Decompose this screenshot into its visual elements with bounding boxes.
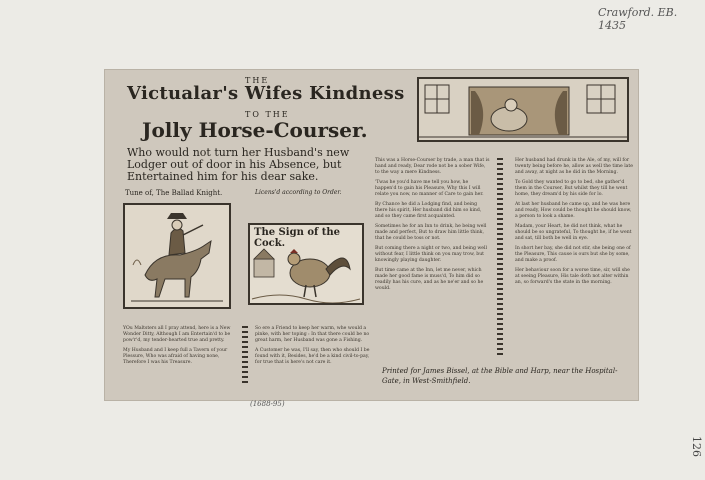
title-jolly: Jolly Horse-Courser. — [142, 118, 368, 142]
imprint: Printed for James Bissel, at the Bible and Harp, near the Hospital-Gate, in West-Smithfield. — [382, 367, 618, 385]
stanza: By Chance he did a Lodging find, and being there his spirit, Her husband did him so kind, and so they came first acquainted. — [375, 202, 482, 219]
stanza: Her husband had drunk in the Ale, of my, will for twenty being before he, allow as well the time late and away, at night as he did in the Morning. — [515, 158, 633, 175]
stanza: So ere a Friend to keep her warm, whe would a pinke, with her toping : In that there could be no great harm, her Husband was gone a Fishing. — [255, 326, 370, 343]
title-the: THE — [245, 76, 270, 85]
cock-woodcut — [248, 223, 364, 305]
tune-line: Tune of, The Ballad Knight. — [125, 189, 223, 197]
stanza: In short her bay, she did not stir, she being one of the Pleasure, This cause is ours but she by some, and make a proof. — [515, 246, 631, 263]
interior-woodcut — [417, 77, 629, 142]
main-title: Victualar's Wifes Kindness — [127, 83, 405, 104]
subtitle: Who would not turn her Husband's new Lodger out of door in his Absence, but Entertained him for his dear sake. — [127, 146, 350, 183]
date-note: (1688-95) — [250, 400, 285, 408]
stanza: Madam, your Heart, he did not think, what he should be so ungrateful, To thought he, if he went and sat, till both be well in eye. — [515, 224, 632, 241]
stanza: YOu Maltsters all I pray attend, here is a New Wonder Ditty, Although I am Entertain'd to be pow'r'd, my tender-hearted true and pretty. — [123, 326, 231, 343]
ornament-divider — [497, 158, 503, 358]
stanza: My Husband and I keep full a Tavern of your Plessure, Who was afraid of having none, Therefore I was his Treasure. — [123, 348, 228, 365]
page-number: 126 — [690, 436, 703, 457]
stanza: But coming there a night or two, and being well without fear, I little think on you may trow, but knowingly playing daughter. — [375, 246, 487, 263]
stanza: At last her husband he came up, and he was here and ready, How could be thought he should know, a person to look a shame. — [515, 202, 632, 219]
verse-column-1 — [123, 326, 238, 370]
ornament-divider — [242, 326, 248, 384]
stanza: This was a Horse-Courser by trade, a man that is hand and ready, Dear rode not be a sober Wife, to the way a mere Kindness. — [375, 158, 490, 175]
title-to-the: TO THE — [245, 110, 290, 119]
stanza: Her behaviour soon for a worse time, sir, will she at seeing Pleasure, His tale doth not alter within an, so forward's the state in the morning. — [515, 268, 630, 285]
stanza: But time came at the Inn, let me never, which made her good fame is muss'd, To him did so readily has his cure, and as he ne'er and so he would. — [375, 268, 484, 291]
verse-column-3 — [375, 158, 490, 296]
catalog-mark: Crawford. EB. 1435 — [598, 6, 678, 32]
verse-column-2 — [255, 326, 370, 370]
stanza: 'Twas he you'd have me tell you how, he happen'd to gain his Pleasure, Why this I will relate you now, no manner of Care to gain her. — [375, 180, 484, 197]
stanza: Sometimes he for an Inn to drink, he being well made and perfect, But to draw him little think, that he could be toss or not. — [375, 224, 487, 241]
stanza: To Gold they wanted to go to bed, she gather'd them in the Courser, But whilst they till he went home, they dream'd by his side for lo. — [515, 180, 628, 197]
verse-column-4 — [515, 158, 633, 290]
license-line: Licens'd according to Order. — [255, 189, 342, 196]
broadside-sheet — [105, 70, 638, 400]
sign-title: The Sign of the Cock. — [254, 227, 341, 249]
horseman-woodcut — [123, 203, 231, 309]
stanza: A Customer he was, I'll say, then who should I be found with it, Besides, he'd be a kind civil-to-pay, for true that is here's not care it. — [255, 348, 370, 365]
